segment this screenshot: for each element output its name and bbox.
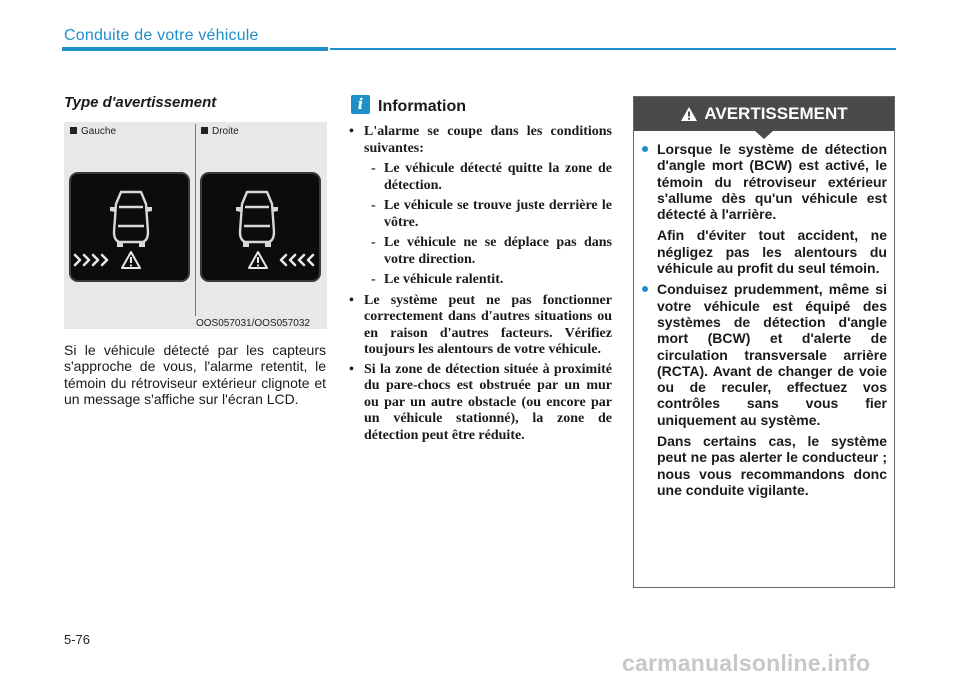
square-bullet-icon xyxy=(201,127,208,134)
figure-label-right xyxy=(201,126,239,137)
warning-list xyxy=(641,141,887,503)
figure-label-left xyxy=(70,126,116,137)
info-bullet-1 xyxy=(341,124,612,289)
info-list xyxy=(341,124,612,447)
warning-item-2-p2: Dans certains cas, le système peut ne pas alerter le conducteur ; nous vous recommandons donc une conduite vigilante. xyxy=(657,433,887,498)
info-bullet-3: • Si la zone de détection située à proximité du pare-chocs est obstruée par un mur ou par un autre obstacle (ou encore par un véhicule stationné), la zone de détection peut être réduite. xyxy=(341,362,612,445)
warning-item-2 xyxy=(641,281,887,498)
figure-divider xyxy=(195,124,196,316)
figure-label-right-text: Droite xyxy=(212,126,239,137)
car-rear-warning-right-icon xyxy=(202,174,319,280)
lcd-screen-left xyxy=(69,172,190,282)
warning-item-1 xyxy=(641,141,887,276)
warning-triangle-icon xyxy=(680,106,698,122)
info-sublist xyxy=(364,161,612,289)
page-number: 5-76 xyxy=(64,632,91,647)
info-sub-item: - Le véhicule détecté quitte la zone de détection. xyxy=(364,161,612,194)
header-rule-left xyxy=(62,47,328,51)
section-title: Conduite de votre véhicule xyxy=(64,27,259,44)
info-sub-item: - Le véhicule ne se déplace pas dans votre direction. xyxy=(364,235,612,268)
figure-label-left-text: Gauche xyxy=(81,126,117,137)
info-icon: i xyxy=(351,95,370,114)
info-sub-item: - Le véhicule se trouve juste derrière le vôtre. xyxy=(364,198,612,231)
warning-item-1-p1: Lorsque le système de détection d'angle mort (BCW) est activé, le témoin du rétroviseur extérieur s'allume dès qu'un véhicule est détecté à l'arrière. xyxy=(657,141,887,223)
car-rear-warning-left-icon xyxy=(71,174,188,280)
header-rule-right xyxy=(330,48,896,50)
warning-type-heading: Type d'avertissement xyxy=(64,94,217,111)
warning-item-2-p1: Conduisez prudemment, même si votre véhicule est équipé des systèmes de détection d'angle mort (BCW) et d'alerte de circulation transversale arrière (RCTA). Avant de changer de voie ou de reculer, effectuez vos contrôles sans vous fier uniquement au système. xyxy=(657,281,887,428)
watermark: carmanualsonline.info xyxy=(622,650,871,676)
warning-description: Si le véhicule détecté par les capteurs s'approche de vous, l'alarme retentit, le témoin du rétroviseur extérieur clignote et un message s'affiche sur l'écran LCD. xyxy=(64,342,326,407)
info-bullet-2: • Le système peut ne pas fonctionner correctement dans d'autres situations ou en raison d'autres facteurs. Vérifiez toujours les alentours de votre véhicule. xyxy=(341,293,612,359)
square-bullet-icon xyxy=(70,127,77,134)
info-sub-item: - Le véhicule ralentit. xyxy=(364,272,612,289)
warning-header-notch xyxy=(755,131,773,139)
warning-title xyxy=(634,97,894,131)
warning-title-text: AVERTISSEMENT xyxy=(704,104,848,123)
warning-item-1-p2: Afin d'éviter tout accident, ne négligez pas les alentours du véhicule au profit du seul témoin. xyxy=(657,227,887,277)
figure-code: OOS057031/OOS057032 xyxy=(196,318,310,329)
info-title: Information xyxy=(378,98,466,115)
info-bullet-1-text: L'alarme se coupe dans les conditions suivantes: xyxy=(364,124,612,156)
lcd-screen-right xyxy=(200,172,321,282)
